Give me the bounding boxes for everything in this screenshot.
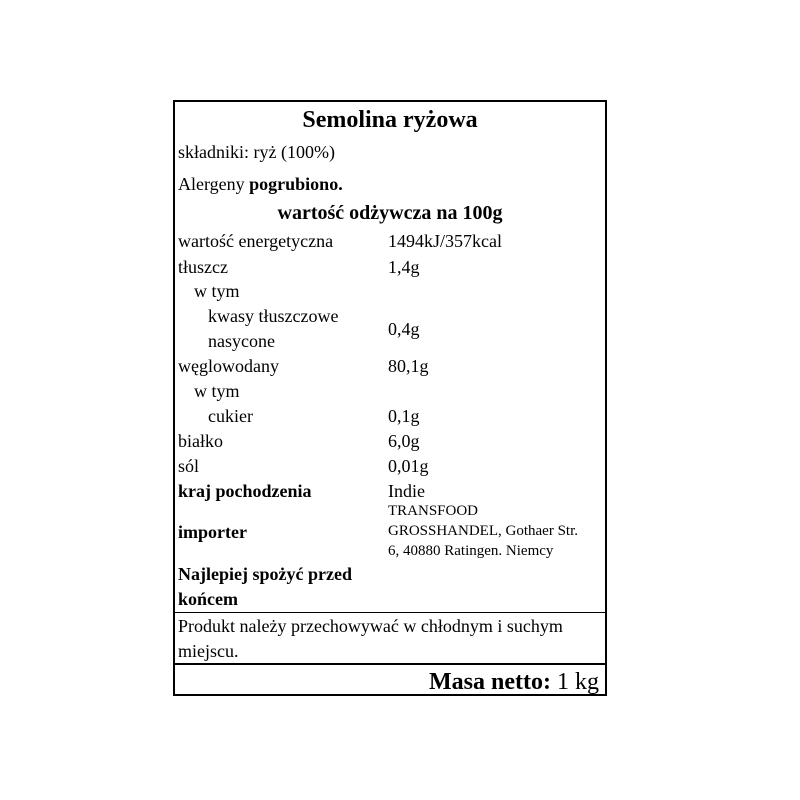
origin-label: kraj pochodzenia bbox=[178, 481, 312, 501]
carbs-label: węglowodany bbox=[178, 356, 279, 376]
product-label bbox=[173, 100, 607, 696]
allergens-bold: pogrubiono. bbox=[249, 174, 343, 194]
storage-line1: Produkt należy przechowywać w chłodnym i suchym bbox=[178, 616, 563, 636]
carbs-of-which: w tym bbox=[194, 381, 240, 401]
salt-label: sól bbox=[178, 456, 200, 476]
importer-line1: TRANSFOOD bbox=[388, 503, 479, 519]
carbs-value: 80,1g bbox=[388, 356, 429, 376]
ingredients-text: składniki: ryż (100%) bbox=[178, 142, 335, 162]
fat-of-which: w tym bbox=[194, 281, 240, 301]
importer-line3: 6, 40880 Ratingen. Niemcy bbox=[388, 543, 554, 559]
best-before-line1: Najlepiej spożyć przed bbox=[178, 564, 352, 584]
energy-label: wartość energetyczna bbox=[178, 231, 334, 251]
salt-value: 0,01g bbox=[388, 456, 429, 476]
net-weight-label: Masa netto: bbox=[429, 669, 551, 695]
protein-label: białko bbox=[178, 431, 223, 451]
importer-label: importer bbox=[178, 522, 247, 542]
importer-line2: GROSSHANDEL, Gothaer Str. bbox=[388, 523, 578, 539]
energy-value: 1494kJ/357kcal bbox=[388, 231, 502, 251]
net-weight bbox=[429, 670, 599, 694]
fat-label: tłuszcz bbox=[178, 257, 228, 277]
protein-value: 6,0g bbox=[388, 431, 420, 451]
divider bbox=[175, 663, 605, 665]
net-weight-value: 1 kg bbox=[551, 669, 599, 695]
allergens-text bbox=[178, 175, 343, 193]
sugars-label: cukier bbox=[208, 406, 253, 426]
fat-value: 1,4g bbox=[388, 257, 420, 277]
storage-line2: miejscu. bbox=[178, 641, 239, 661]
nutrition-header: wartość odżywcza na 100g bbox=[277, 202, 503, 224]
divider bbox=[175, 612, 605, 613]
product-title: Semolina ryżowa bbox=[302, 107, 478, 133]
saturates-value: 0,4g bbox=[388, 319, 420, 339]
best-before-line2: końcem bbox=[178, 589, 238, 609]
saturates-label-line1: kwasy tłuszczowe bbox=[208, 306, 339, 326]
allergens-prefix: Alergeny bbox=[178, 174, 250, 194]
saturates-label-line2: nasycone bbox=[208, 331, 275, 351]
sugars-value: 0,1g bbox=[388, 406, 420, 426]
origin-value: Indie bbox=[388, 481, 425, 501]
